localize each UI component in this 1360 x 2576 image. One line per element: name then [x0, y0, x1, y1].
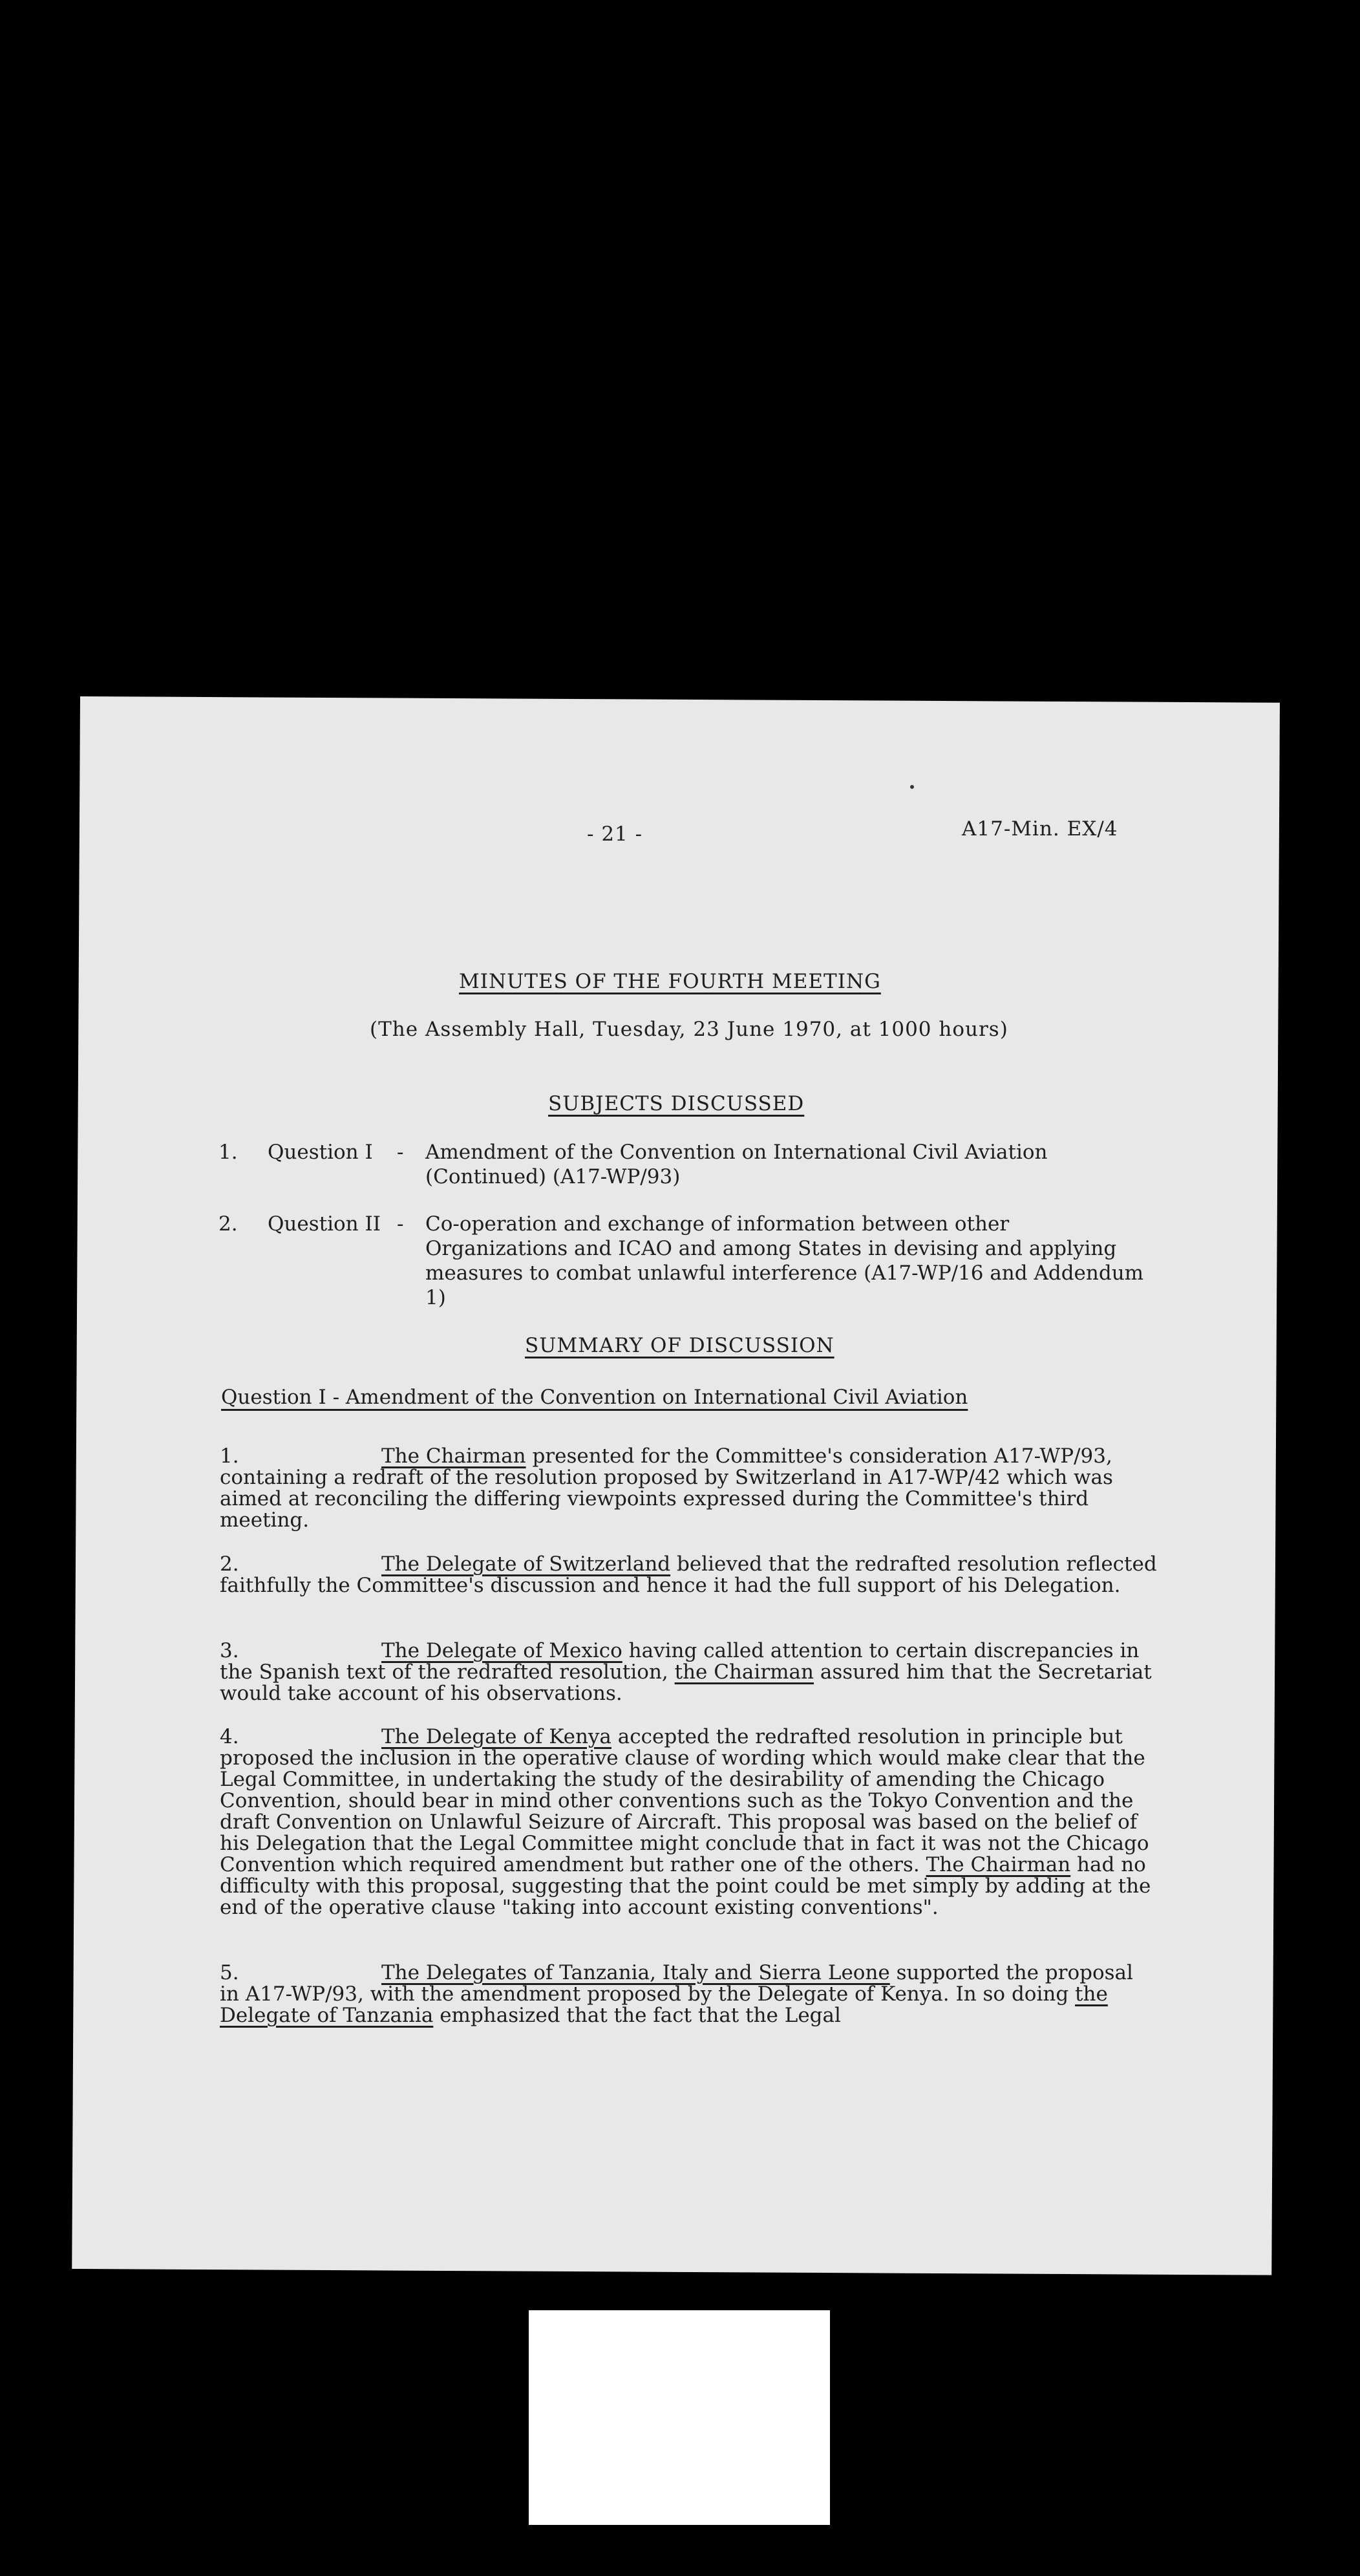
paragraph-text: supported the proposal in A17-WP/93, with the amendment proposed by the Delegate of Kenya. In so doing [220, 1961, 1133, 2006]
microfilm-target-card [529, 2310, 830, 2525]
paragraph-text: presented for the Committee's consideration A17-WP/93, containing a redraft of the resolution proposed by Switzerland in A17-WP/42 which was aimed at reconciling the differing viewpoints expressed during the Committee's third meeting. [220, 1444, 1113, 1532]
subject-dash: - [397, 1212, 404, 1236]
discussion-paragraph [220, 1554, 1157, 1596]
subject-question: Question II [268, 1212, 381, 1236]
paragraph-number: 3. [220, 1639, 239, 1662]
subject-question: Question I [268, 1141, 373, 1164]
paragraph-number: 1. [220, 1444, 239, 1468]
document-reference: A17-Min. EX/4 [962, 817, 1118, 841]
subjects-heading: SUBJECTS DISCUSSED [548, 1092, 805, 1115]
speaker-name: The Chairman [926, 1853, 1071, 1876]
subject-text: Amendment of the Convention on International Civil Aviation (Continued) (A17-WP/93) [425, 1141, 1048, 1188]
meeting-title: MINUTES OF THE FOURTH MEETING [459, 970, 881, 993]
summary-heading: SUMMARY OF DISCUSSION [525, 1334, 834, 1357]
discussion-paragraph [220, 1640, 1157, 1704]
paragraph-text: having called attention to certain discrepancies in the Spanish text of the redrafted resolution, [220, 1639, 1140, 1684]
speaker-name: The Chairman [381, 1444, 526, 1468]
paragraph-number: 5. [220, 1961, 239, 1984]
speaker-name: The Delegate of Switzerland [381, 1552, 671, 1576]
paragraph-text: emphasized that the fact that the Legal [433, 2004, 841, 2027]
paragraph-number: 2. [220, 1552, 239, 1576]
page-number: - 21 - [587, 822, 643, 846]
speaker-name: The Delegates of Tanzania, Italy and Sierra Leone [381, 1961, 890, 1984]
speaker-name: the Delegate of Tanzania [220, 1982, 1108, 2027]
paragraph-text: accepted the redrafted resolution in principle but proposed the inclusion in the operative clause of wording which would make clear that the Legal Committee, in undertaking the study of the desirability of amending the Chicago Convention, should bear in mind other conventions such as the Tokyo Convention and the draft Convention on Unlawful Seizure of Aircraft. This proposal was based on the belief of his Delegation that the Legal Committee might conclude that in fact it was not the Chicago Convention which required amendment but rather one of the others. [220, 1725, 1149, 1876]
paragraph-text: assured him that the Secretariat would take account of his observations. [220, 1660, 1152, 1705]
question-heading: Question I - Amendment of the Convention on International Civil Aviation [221, 1386, 968, 1409]
paragraph-number: 4. [220, 1725, 239, 1748]
speck-mark [910, 785, 914, 789]
speaker-name: the Chairman [674, 1660, 814, 1684]
discussion-paragraph [220, 1726, 1157, 1918]
paragraph-text: had no difficulty with this proposal, suggesting that the point could be met simply by adding at the end of the operative clause "taking into account existing conventions". [220, 1853, 1151, 1919]
speaker-name: The Delegate of Mexico [381, 1639, 622, 1662]
subject-number: 1. [218, 1141, 238, 1164]
discussion-paragraph [220, 1962, 1157, 2026]
speaker-name: The Delegate of Kenya [381, 1725, 611, 1748]
paragraph-text: believed that the redrafted resolution reflected faithfully the Committee's discussion and hence it had the full support of his Delegation. [220, 1552, 1157, 1597]
subject-text: Co-operation and exchange of information between other Organizations and ICAO and among States in devising and applying measures to combat unlawful interference (A17-WP/16 and Addendum 1) [425, 1212, 1144, 1309]
discussion-paragraph [220, 1446, 1157, 1531]
subject-dash: - [397, 1141, 404, 1164]
subject-number: 2. [218, 1212, 238, 1236]
meeting-subtitle: (The Assembly Hall, Tuesday, 23 June 1970, at 1000 hours) [370, 1018, 1008, 1041]
